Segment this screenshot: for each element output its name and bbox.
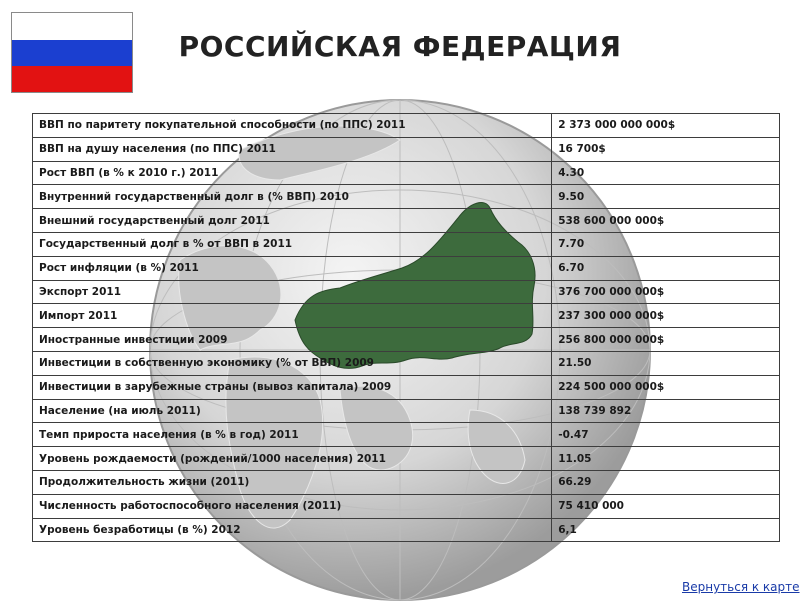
table-row — [33, 280, 780, 304]
stats-table-body — [33, 114, 780, 542]
row-label: Импорт 2011 — [33, 304, 552, 328]
row-label: Внутренний государственный долг в (% ВВП) 2010 — [33, 185, 552, 209]
table-row — [33, 470, 780, 494]
row-label: Население (на июль 2011) — [33, 399, 552, 423]
row-value: 376 700 000 000$ — [552, 280, 780, 304]
row-label: ВВП на душу населения (по ППС) 2011 — [33, 137, 552, 161]
row-label: Темп прироста населения (в % в год) 2011 — [33, 423, 552, 447]
row-label: Уровень безработицы (в %) 2012 — [33, 518, 552, 542]
table-row — [33, 137, 780, 161]
row-value: 256 800 000 000$ — [552, 328, 780, 352]
row-label: Государственный долг в % от ВВП в 2011 — [33, 232, 552, 256]
table-row — [33, 399, 780, 423]
row-label: Иностранные инвестиции 2009 — [33, 328, 552, 352]
row-label: Продолжительность жизни (2011) — [33, 470, 552, 494]
table-row — [33, 494, 780, 518]
row-label: Уровень рождаемости (рождений/1000 населения) 2011 — [33, 447, 552, 471]
row-label: Инвестиции в собственную экономику (% от ВВП) 2009 — [33, 351, 552, 375]
flag-blue-stripe — [12, 40, 132, 66]
row-value: 538 600 000 000$ — [552, 209, 780, 233]
table-row — [33, 423, 780, 447]
row-label: Экспорт 2011 — [33, 280, 552, 304]
row-value: 75 410 000 — [552, 494, 780, 518]
table-row — [33, 304, 780, 328]
row-value: 224 500 000 000$ — [552, 375, 780, 399]
table-row — [33, 161, 780, 185]
row-value: 6.70 — [552, 256, 780, 280]
row-value: 7.70 — [552, 232, 780, 256]
table-row — [33, 351, 780, 375]
row-value: 16 700$ — [552, 137, 780, 161]
table-row — [33, 375, 780, 399]
table-row — [33, 328, 780, 352]
table-row — [33, 447, 780, 471]
row-value: 237 300 000 000$ — [552, 304, 780, 328]
row-value: 9.50 — [552, 185, 780, 209]
row-value: 21.50 — [552, 351, 780, 375]
back-to-map-link[interactable]: Вернуться к карте — [682, 580, 800, 594]
row-label: Внешний государственный долг 2011 — [33, 209, 552, 233]
row-label: Численность работоспособного населения (2011) — [33, 494, 552, 518]
row-value: -0.47 — [552, 423, 780, 447]
row-value: 4.30 — [552, 161, 780, 185]
row-value: 6,1 — [552, 518, 780, 542]
page-title: РОССИЙСКАЯ ФЕДЕРАЦИЯ — [178, 30, 622, 63]
row-label: Рост инфляции (в %) 2011 — [33, 256, 552, 280]
table-row — [33, 185, 780, 209]
table-row — [33, 256, 780, 280]
row-label: ВВП по паритету покупательной способности (по ППС) 2011 — [33, 114, 552, 138]
russian-flag — [11, 12, 133, 93]
row-value: 11.05 — [552, 447, 780, 471]
table-row — [33, 232, 780, 256]
row-value: 66.29 — [552, 470, 780, 494]
flag-red-stripe — [12, 66, 132, 92]
table-row — [33, 114, 780, 138]
table-row — [33, 518, 780, 542]
row-value: 138 739 892 — [552, 399, 780, 423]
row-label: Рост ВВП (в % к 2010 г.) 2011 — [33, 161, 552, 185]
row-value: 2 373 000 000 000$ — [552, 114, 780, 138]
flag-white-stripe — [12, 13, 132, 40]
table-row — [33, 209, 780, 233]
row-label: Инвестиции в зарубежные страны (вывоз капитала) 2009 — [33, 375, 552, 399]
stats-table — [32, 113, 780, 542]
